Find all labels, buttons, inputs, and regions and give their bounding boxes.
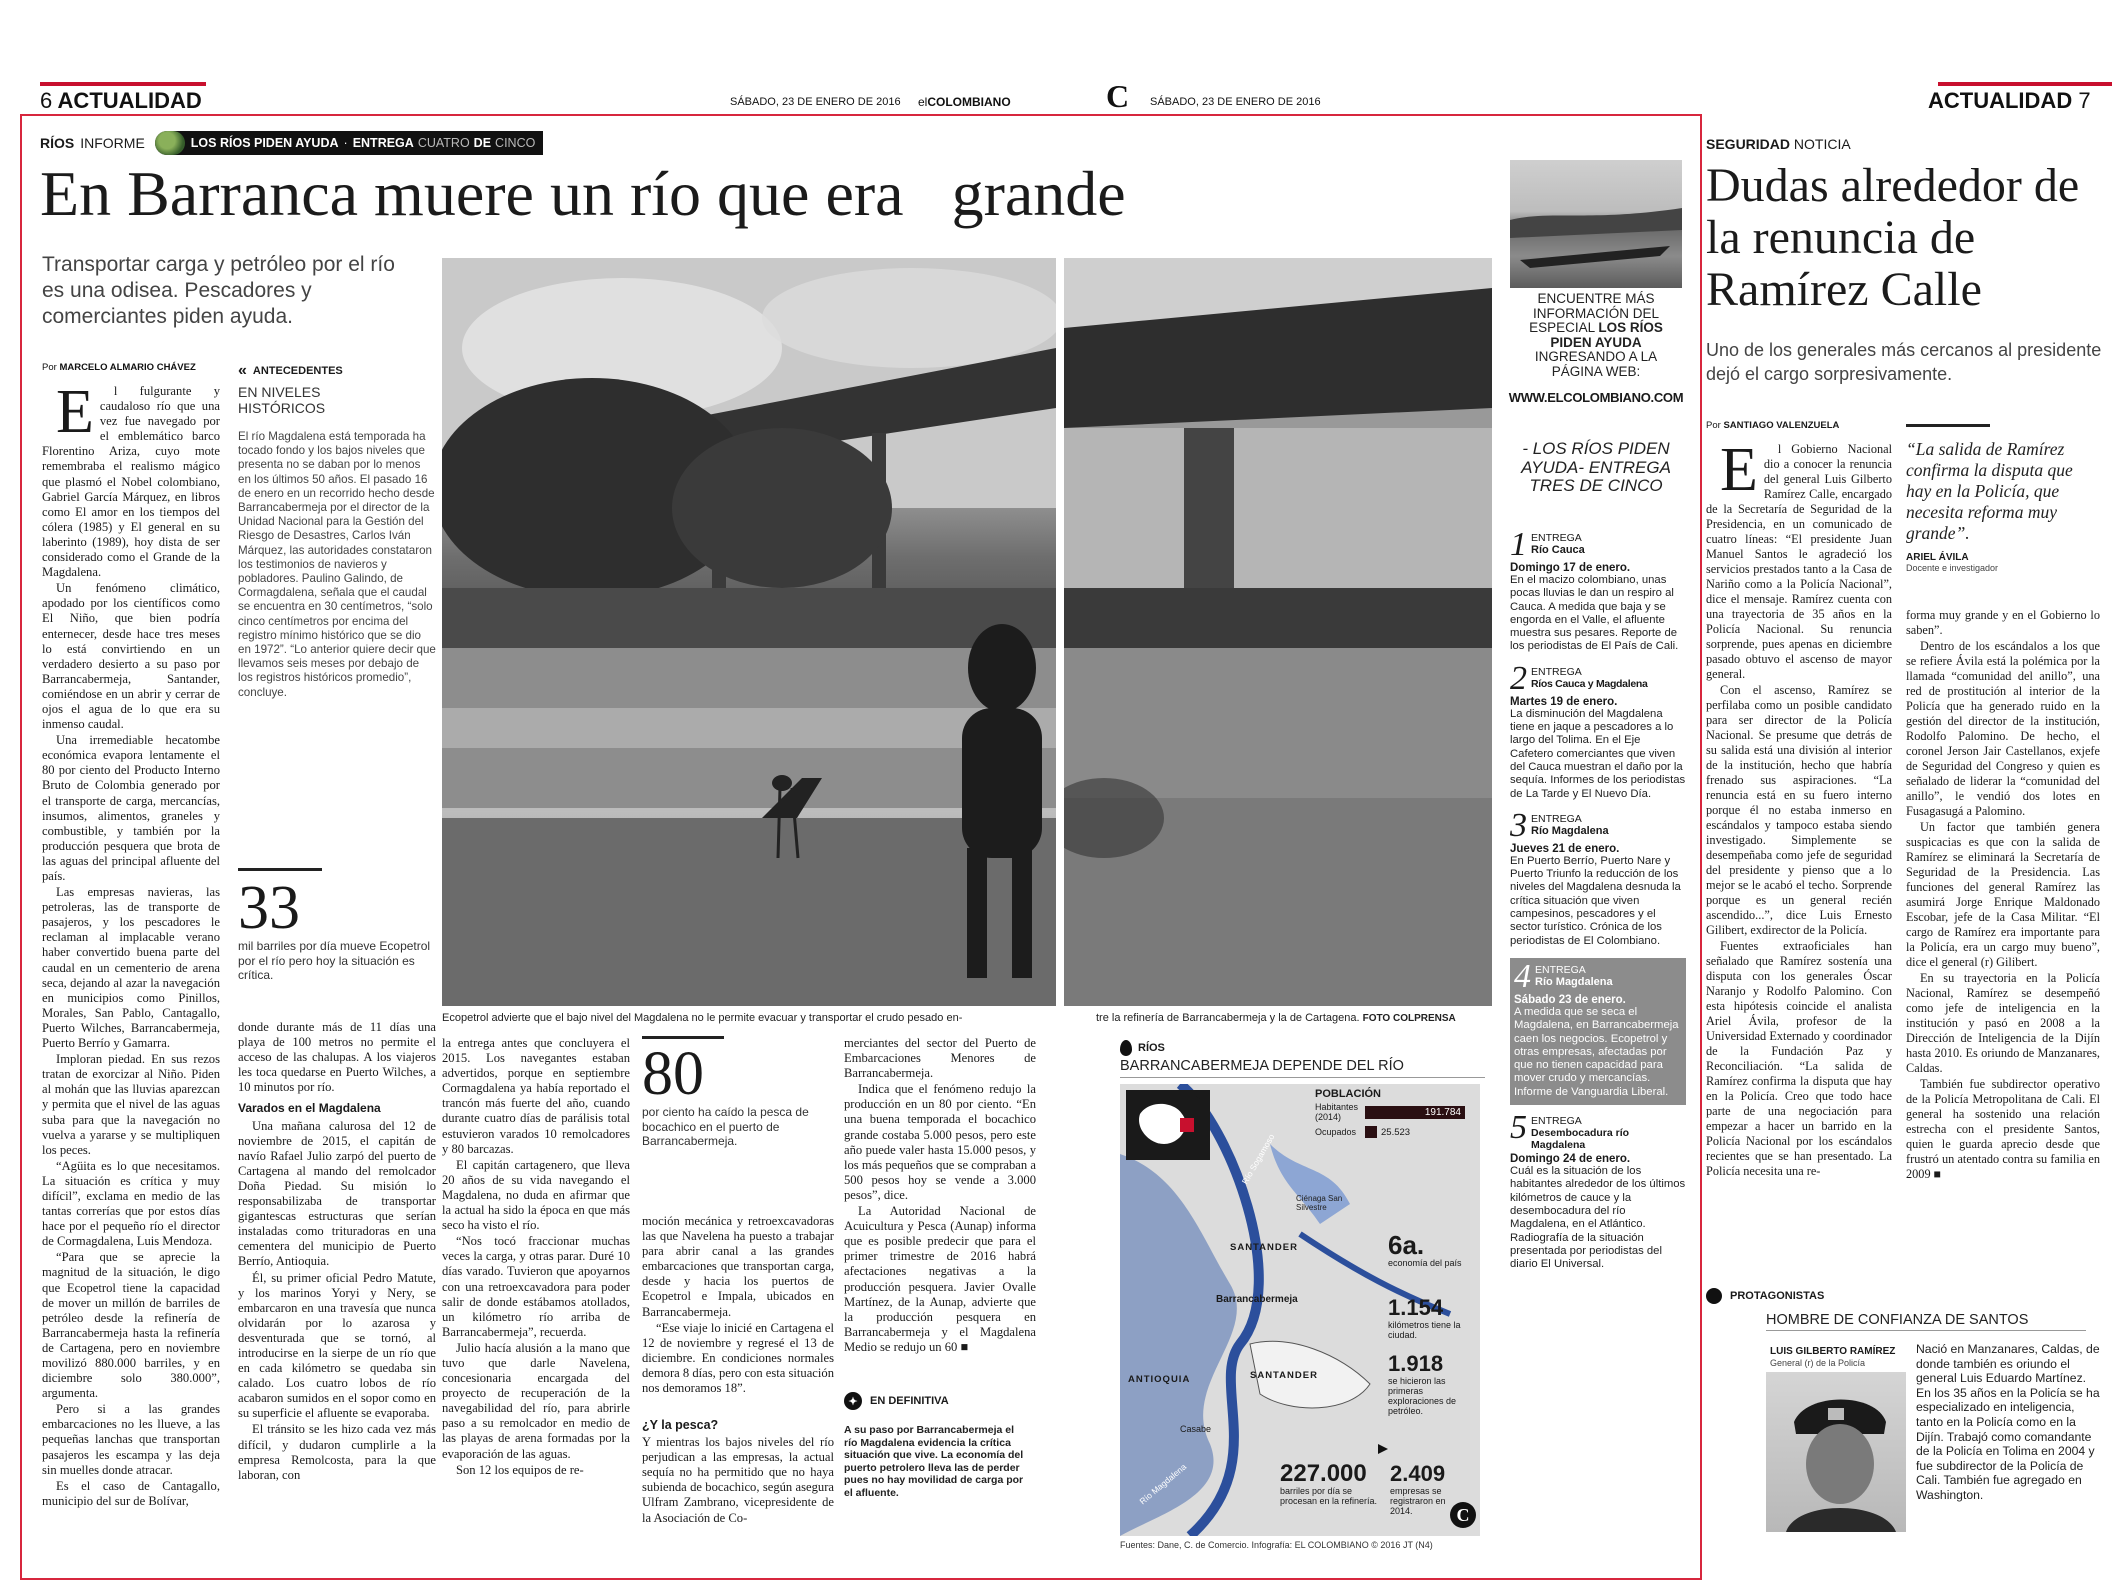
protagonistas-box (1706, 1288, 2106, 1331)
infographic-label: RÍOS (1138, 1042, 1165, 1054)
portrait-photo (1766, 1372, 1906, 1532)
chevrons-left-icon: « (238, 362, 247, 379)
main-byline: Por MARCELO ALMARIO CHÁVEZ (42, 362, 196, 373)
antecedentes-title: EN NIVELES HISTÓRICOS (238, 384, 326, 416)
population-panel (1315, 1088, 1475, 1138)
paragraph: Dentro de los escándalos a los que se refiere Ávila está la polémica por la llamada “comunidad del anillo”, una red de prostitución al interior de la Policía que ha generado ruido en la gestión del director de la institución, Rodolfo Palomino. De hecho, el coronel Jerson Jair Castellanos, exjefe de Seguridad del Congreso y quien es señalado de liderar la “comunidad del anillo”, le vendió dos lotes en Fusagasugá a Palomino. (1906, 639, 2100, 818)
photo-caption-right: tre la refinería de Barrancabermeja y la de Cartagena. FOTO COLPRENSA (1096, 1012, 1456, 1024)
paragraph: Una irremediable hecatombe económica evapora lentamente el 80 por ciento del Producto Interno Bruto de Colombia generado por el transporte de carga, mercancías, insumos, alimentos, graneles y combustible, y también por la producción pesquera que brota de las aguas del principal afluente del país. (42, 733, 220, 883)
population-label: POBLACIÓN (1315, 1088, 1381, 1100)
promo-url-link[interactable]: WWW.ELCOLOMBIANO.COM (1508, 390, 1684, 405)
divider (1906, 424, 1990, 427)
right-body-col-1 (1706, 436, 1892, 1532)
ocupados-label: Ocupados (1315, 1127, 1357, 1137)
divider (238, 868, 322, 871)
paragraph: Indica que el fenómeno redujo la producción en un 80 por ciento. “En una buena temporada el bocachico grande costaba 5.000 pesos, pero este año puede valer hasta 15.000 pesos, y los más pequeños que se compraban a 500 pesos hoy se vende a 3.000 pesos”, dice. (844, 1082, 1036, 1202)
right-accent-rule (1938, 82, 2112, 86)
main-body-col-1 (42, 378, 220, 1532)
paragraph: Imploran piedad. En sus rezos tratan de exorcizar al Niño. Piden al mohán que las lluvias aparezcan y permita que el nivel de las aguas suba para que la navegación no vuelva a yararse y se multipliquen los peces. (42, 1052, 220, 1157)
river-logo-icon (155, 131, 185, 155)
map-label-rio-magdalena: Río Magdalena (1137, 1461, 1189, 1507)
entrega-item: 2 ENTREGA Ríos Cauca y Magdalena (1510, 659, 1648, 697)
main-body-col-4b (642, 1412, 834, 1542)
ocupados-bar (1365, 1126, 1377, 1138)
person-icon (1706, 1288, 1722, 1304)
left-date: SÁBADO, 23 DE ENERO DE 2016 (730, 96, 901, 108)
paragraph: Y mientras los bajos niveles del río perjudican a las empresas, la actual sequía no ha permitido que no haya subienda de bocachico, según asegura Ulfram Zambrano, vicepresidente de la Asociación de Co- (642, 1435, 834, 1525)
paragraph: Un fenómeno climático, apodado por los científicos como El Niño, que bien podría enternecer, desde hace tres meses lo está convirtiendo en un verdadero desierto a su paso por Barrancabermeja, Santander, comiéndose en un abrir y cerrar de ojos el agua de lo que era su inmenso caudal. (42, 581, 220, 732)
en-definitiva-text: A su paso por Barrancabermeja el río Magdalena evidencia la crítica situación que vive. La economía del puerto petrolero lleva las de perder pues no hay movilidad de carga por el afluente. (844, 1424, 1024, 1499)
map-label-santander: SANTANDER (1230, 1242, 1298, 1253)
series-title: - LOS RÍOS PIDEN AYUDA- ENTREGA TRES DE CINCO (1521, 439, 1671, 495)
map (1120, 1084, 1480, 1536)
promo-text: ENCUENTRE MÁS INFORMACIÓN DEL ESPECIAL LOS RÍOS PIDEN AYUDA INGRESANDO A LA PÁGINA WEB: (1529, 291, 1663, 379)
paragraph: Él, su primer oficial Pedro Matute, y los marinos Yoryi y Nery, se embarcaron en una travesía que nunca olvidarán por lo azarosa y desventurada que se tornó, al introducirse en la sierpe de un río que en cada kilómetro se quedaba sin calado. Los cuatro lobos de río acabaron sumidos en el sopor como en su superficie el afluente se evaporaba. (238, 1270, 436, 1421)
infographic-stat: 1.154 kilómetros tiene la ciudad. (1388, 1295, 1461, 1340)
section-name: ACTUALIDAD (57, 88, 202, 113)
entrega-item-current: 4 ENTREGA Río Magdalena Sábado 23 de enero. A medida que se seca el Magdalena, en Barrancabermeja caen los negocios. Ecopetrol y otras empresas, afectadas por que no tienen capacidad para mover crudo y mercancías. Informe de Vanguardia Liberal. (1510, 958, 1686, 1105)
main-body-col-4 (642, 1214, 834, 1434)
pull-quote (1906, 424, 2100, 573)
stat-text: mil barriles por día mueve Ecopetrol por el río pero hoy la situación es crítica. (238, 939, 431, 982)
right-logo: C (1106, 78, 1130, 114)
paragraph: Fuentes extraoficiales han señalado que Ramírez sostenía una disputa con los generales Óscar Naranjo y Rodolfo Palomino. Con esta hipótesis coincide el analista Ariel Ávila, profesor de la Universidad Externado y coordinador de la Fundación Paz y Reconciliación. “La salida de Ramírez confirma la disputa que hay en la Policía. Creo que todo hace parte de una negociación para empezar a hacer un barrido en la Policía Nacional por los escándalos recientes que se han presentado. La Policía necesita una re- (1706, 939, 1892, 1178)
antecedentes-text: El río Magdalena está temporada ha tocado fondo y los bajos niveles que presenta no se daban por lo menos en los últimos 50 años. El pasado 16 de enero en un recorrido hecho desde Barrancabermeja por el director de la Unidad Nacional para la Gestión del Riesgo de Desastres, Carlos Iván Márquez, las autoridades constataron los testimonios de navieros y pobladores. Paulino Galindo, de Cormagdalena, señala que el caudal se encuentra en 30 centímetros, “solo cinco centímetros por encima del registro mínimo histórico que se dio en 1972”. “Lo anterior quiere decir que llevamos seis meses por debajo de los registros históricos promedio”, concluye. (238, 430, 436, 699)
paragraph: También fue subdirector operativo de la Policía Metropolitana de Cali. El general ha sostenido una relación estrecha con el presidente Santos, quien le guarda aprecio desde que frustró un atentado contra su familia en 2009 ■ (1906, 1077, 2100, 1181)
map-label-cienaga: Ciénaga San Silvestre (1296, 1194, 1343, 1212)
paragraph: “Nos tocó fraccionar muchas veces la carga, y otras parar. Duré 10 días varado. Tuvieron que apoyarnos con una retroexcavadora para poder salir de donde estábamos atollados, un kilómetro río arriba de Barrancabermeja”, recuerda. (442, 1234, 630, 1339)
target-icon: ✦ (844, 1392, 862, 1410)
stat-number: 80 (642, 1040, 704, 1108)
right-date: SÁBADO, 23 DE ENERO DE 2016 (1150, 96, 1321, 108)
page-number: 6 (40, 88, 53, 113)
right-page-header (1928, 88, 2091, 114)
main-body-col-2 (238, 1020, 436, 1545)
right-deck: Uno de los generales más cercanos al presidente dejó el cargo sorpresivamente. (1706, 340, 2102, 384)
photo-caption-left: Ecopetrol advierte que el bajo nivel del Magdalena no le permite evacuar y transportar el crudo pesado en- (442, 1012, 963, 1024)
map-label-barrancabermeja: Barrancabermeja (1216, 1294, 1298, 1305)
habitantes-label: Habitantes (2014) (1315, 1102, 1359, 1122)
photo-credit: FOTO COLPRENSA (1362, 1013, 1456, 1024)
quote-role: Docente e investigador (1906, 563, 1999, 573)
ocupados-value: 25.523 (1381, 1126, 1411, 1138)
paragraph: Pero si a las grandes embarcaciones no les llueve, a las pequeñas lanchas que transportan pasajeros les escampa y las deja sin muelles donde atracar. (42, 1402, 220, 1477)
paragraph: Es el caso de Cantagallo, municipio del sur de Bolívar, (42, 1478, 220, 1508)
infographic (1120, 1040, 1485, 1570)
paragraph: merciantes del sector del Puerto de Embarcaciones Menores de Barrancabermeja. (844, 1036, 1036, 1081)
subheading: ¿Y la pesca? (642, 1418, 719, 1432)
en-definitiva-label: EN DEFINITIVA (870, 1395, 949, 1407)
river-scene-illustration (1064, 258, 1492, 1006)
infographic-stat: 6a. economía del país (1388, 1230, 1462, 1268)
map-label-rio-sogamoso: Río Sogamoso (1239, 1132, 1277, 1186)
paragraph: Son 12 los equipos de re- (456, 1462, 584, 1477)
antecedentes-label: ANTECEDENTES (252, 365, 343, 377)
river-photo-right (1064, 258, 1492, 1006)
map-label-santander-south: SANTANDER (1250, 1370, 1318, 1381)
paragraph: El fulgurante y caudaloso río que una vez fue navegado por el emblemático barco Florentino Ariza, cuyo mote remembraba el realismo mágico que plasmó el Nobel colombiano, Gabriel García Márquez, en libros como El amor en los tiempos del cólera (1985) y El general en su laberinto (1989), hoy dista de ser considerado como el Grande de la Magdalena. (42, 378, 220, 580)
map-label-antioquia: ANTIOQUIA (1128, 1374, 1191, 1385)
series-badge: LOS RÍOS PIDEN AYUDA · ENTREGA CUATRO DE CINCO (155, 131, 544, 155)
entregas-list: 1 ENTREGA Río Cauca Domingo 17 de enero. En el macizo colombiano, unas pocas lluvias le dan un respiro al Cauca. A medida que baja y se engorda en el Valle, el afluente muestra sus pesares. Reporte de los periodistas de El País de Cali. 2 ENTREGA Ríos Cauca y Magdalena Martes 19 de enero. La disminución del Magdalena tiene en jaque a pescadores a lo largo del Tolima. En el Eje Cafetero comerciantes que viven del Cauca muestran el daño por la sequía. Informes de los periodistas de La Tarde y El Nuevo Día. 3 ENTREGA Río Magdalena Jueves 21 de enero. En Puerto Berrío, Puerto Nare y Puerto Triunfo la reducción de los niveles del Magdalena desnuda la crítica situación que viven campesinos, pescadores y el sector turístico. Crónica de los periodistas de El Colombiano. 4 ENTREGA Río Magdalena Sábado 23 de enero. A medida que se seca el Magdalena, en Barrancabermeja caen los negocios. Ecopetrol y otras empresas, afectadas por que no tienen capacidad para mover crudo y mercancías. Informe de Vanguardia Liberal. 5 ENTREGA Desembocadura río Magdalena Domingo 24 de enero. Cuál es la situación de los habitantes alrededor de los últimos kilómetros de cauce y la desembocadura del río Magdalena, en el Atlántico. Radiografía de la situación presentada por periodistas del diario El Universal. (1510, 526, 1686, 1271)
paragraph: El tránsito se les hizo cada vez más difícil, y dudaron cumplirle a la empresa Remolcosta, para la que laboran, con (238, 1422, 436, 1482)
right-kicker: SEGURIDAD NOTICIA (1706, 136, 1851, 152)
paragraph: Las empresas navieras, las petroleras, las de transporte de pasajeros, y los pescadores le reclaman al implacable verano haber convertido buena parte del caudal en un cementerio de arena seca, dejando al azar la navegación en municipios como Pinillos, Morales, San Pablo, Cantagallo, Puerto Wilches, Barrancabermeja, Puerto Berrío y Gamarra. (42, 885, 220, 1051)
stat-80 (642, 1036, 834, 1149)
protagonistas-title: HOMBRE DE CONFIANZA DE SANTOS (1766, 1312, 2086, 1331)
quote-author: ARIEL ÁVILA (1906, 552, 1969, 563)
infographic-stat: 2.409 empresas se registraron en 2014. (1390, 1461, 1446, 1516)
main-body-col-3 (442, 1036, 630, 1536)
left-brand: elCOLOMBIANO (918, 95, 1011, 109)
map-label-casabe: Casabe (1180, 1424, 1212, 1434)
en-definitiva-box (844, 1392, 1028, 1500)
main-headline: En Barranca muere un río que era grande (40, 158, 1126, 229)
portrait-text: Nació en Manzanares, Caldas, de donde también es oriundo el general Luis Eduardo Martínez. En los 35 años en la Policía se ha especializado en inteligencia, tanto en la Policía como en la Dijín. Trabajó como comandante de la Policía en Tolima en 2004 y fue subdirector de la Policía de Cali. También fue agregado en Washington. (1916, 1342, 2100, 1502)
portrait-illustration (1766, 1372, 1906, 1532)
right-byline: Por SANTIAGO VALENZUELA (1706, 420, 1840, 431)
stat-number: 33 (238, 874, 300, 942)
paragraph: La Autoridad Nacional de Acuicultura y Pesca (Aunap) informa que es posible predecir que para el primer trimestre de 2016 habrá afectaciones negativas a la producción pesquera. Javier Ovalle Martínez, de la Aunap, advierte que la producción pesquera en Barrancabermeja y el Magdalena Medio se redujo un 60 ■ (844, 1204, 1036, 1354)
paragraph: Una mañana calurosa del 12 de noviembre de 2015, el capitán de navío Rafael Julio zarpó del puerto de Cartagena al mando del remolcador Doña Piedad. Su misión lo responsabilizaba de transportar gigantescas estructuras que serían instaladas como trituradoras en una cementera del municipio de Puerto Berrío, Antioquia. (238, 1118, 436, 1269)
entrega-item: 3 ENTREGA Río Magdalena (1510, 806, 1609, 844)
river-photo-left (442, 258, 1056, 1006)
infographic-title: BARRANCABERMEJA DEPENDE DEL RÍO (1120, 1058, 1485, 1078)
portrait-role: General (r) de la Policía (1770, 1358, 1866, 1368)
paragraph: “Para que se aprecie la magnitud de la situación, le digo que Ecopetrol tiene la capacidad de mover un millón de barriles de petróleo desde la refinería de Barrancabermeja hasta la refinería de Cartagena, pero en noviembre movilizó 880.000 barriles, y en diciembre solo 380.000”, argumenta. (42, 1250, 220, 1401)
main-body-col-5 (844, 1036, 1036, 1366)
divider (642, 1036, 724, 1039)
drop-icon (1120, 1040, 1132, 1056)
antecedentes-box (238, 362, 436, 852)
subheading: Varados en el Magdalena (238, 1101, 381, 1116)
left-accent-rule (40, 82, 206, 86)
paragraph: moción mecánica y retroexcavadoras las que Navelena ha puesto a trabajar para abrir canal a las grandes embarcaciones que transportan carga, desde y hacia los puertos de Ecopetrol e Impala, ubicados en Barrancabermeja. (642, 1214, 834, 1319)
paragraph: En su trayectoria en la Policía Nacional, Ramírez se desempeñó como jefe de inteligencia en la institución y pasó en 2008 a la Dirección de Inteligencia de la Dijín hasta 2010. Es oriundo de Manzanares, Caldas. (1906, 971, 2100, 1075)
left-page-header (40, 88, 202, 114)
paragraph: El Gobierno Nacional dio a conocer la renuncia del general Luis Gilberto Ramírez Calle, encargado de la Secretaría de Seguridad de la Presidencia, en un comunicado de cuatro líneas: “El presidente Juan Manuel Santos le agradeció los servicios prestados tanto a la Casa de Nariño como a la Policía Nacional”, dice el mensaje. Ramírez cuenta con una trayectoria de 35 años en la Policía Nacional. Su renuncia sorprende, pues apenas en diciembre pasado obtuvo el ascenso de mayor general. (1706, 436, 1892, 681)
paragraph: “Agüita es lo que necesitamos. La situación es crítica y muy difícil”, exclama en medio de las tantas correrías que por estos días hace por el pequeño río el director de Cormagdalena, Luis Mendoza. (42, 1158, 220, 1249)
section-name: ACTUALIDAD (1928, 88, 2073, 113)
entrega-item: 1 ENTREGA Río Cauca (1510, 526, 1585, 563)
promo-photo (1510, 160, 1682, 288)
paragraph: Un factor que también genera suspicacias es que con la salida de Ramírez se eliminará la Secretaría de Seguridad de la Presidencia. Las funciones del general Ramírez las asumirá Jorge Enrique Maldonado Escobar, jefe de la Casa Militar. “El cargo de Ramírez era importante para la Policía, era un cargo muy bueno”, dice el general (r) Gilibert. (1906, 820, 2100, 969)
page-number: 7 (2078, 88, 2091, 113)
stat-33 (238, 868, 436, 983)
main-kicker: RÍOS INFORME LOS RÍOS PIDEN AYUDA · ENTREGA CUATRO DE CINCO (40, 130, 543, 156)
infographic-source: Fuentes: Dane, C. de Comercio. Infografía: EL COLOMBIANO © 2016 JT (N4) (1120, 1540, 1433, 1550)
boat-illustration (1510, 160, 1682, 288)
portrait-name: LUIS GILBERTO RAMÍREZ (1770, 1346, 1896, 1357)
paragraph: forma muy grande y en el Gobierno lo saben”. (1906, 608, 2100, 637)
quote-text: “La salida de Ramírez confirma la disputa que hay en la Policía, que necesita reforma muy grande”. (1906, 439, 2073, 543)
stat-text: por ciento ha caído la pesca de bocachico en el puerto de Barrancabermeja. (642, 1105, 809, 1148)
main-deck: Transportar carga y petróleo por el río es una odisea. Pescadores y comerciantes piden ayuda. (42, 253, 395, 328)
paragraph: Julio hacía alusión a la mano que tuvo que darle Navelena, concesionaria encargada del proyecto de recuperación de la navegabilidad del río, para abrirle paso a su remolcador en medio de las playas de arena formadas por la evaporación de las aguas. (442, 1340, 630, 1461)
north-indicator: N (1194, 1092, 1202, 1104)
brand-badge-icon: C (1450, 1502, 1476, 1528)
right-headline: Dudas alrededor de la renuncia de Ramírez Calle (1706, 159, 2080, 316)
habitantes-bar: 191.784 (1365, 1106, 1465, 1119)
paragraph: Con el ascenso, Ramírez se perfilaba como un posible candidato para ser director de la Policía Nacional. Se presume que detrás de su salida está una división al interior de la institución, hecho que habría frenado sus aspiraciones. “La renuncia está en su fuero interno porque él no estaba inmerso en escándalos y tampoco estaba siendo investigado. Simplemente se desempeñaba como jefe de seguridad del presidente y pienso que a lo mejor se le acabó el techo. Sorprende porque es un general recién ascendido...”, dice Luis Ernesto Gilibert, exdirector de la Policía. (1706, 683, 1892, 937)
paragraph: la entrega antes que concluyera el 2015. Los navegantes estaban advertidos, porque en septiembre Cormagdalena ya había reportado el trancón más fuerte del año, cuando durante cuatro días de parálisis total estuvieron varados 10 remolcadores y 80 barcazas. (442, 1036, 630, 1156)
protagonistas-label: PROTAGONISTAS (1730, 1290, 1825, 1302)
right-body-col-2 (1906, 608, 2100, 1288)
infographic-stat: 1.918 se hicieron las primeras exploraciones de petróleo. (1388, 1351, 1457, 1416)
paragraph: donde durante más de 11 días una playa de 100 metros no permite el acceso de las chalupas. A los viajeros les toca quedarse en Puerto Wilches, a 10 minutos por río. (238, 1020, 436, 1095)
infographic-stat: 227.000 barriles por día se procesan en la refinería. (1280, 1460, 1378, 1506)
paragraph: El capitán cartagenero, que lleva 20 años de su vida navegando el Magdalena, no duda en afirmar que la actual ha sido la época en que más seco ha visto el río. (442, 1157, 630, 1233)
paragraph: “Ese viaje lo inicié en Cartagena el 12 de noviembre y regresé el 13 de diciembre. En condiciones normales demora 8 días, pero con esta situación nos demoramos 18”. (642, 1320, 834, 1396)
river-scene-illustration (442, 258, 1056, 1006)
entrega-item: 5 ENTREGA Desembocadura río Magdalena (1510, 1109, 1630, 1152)
